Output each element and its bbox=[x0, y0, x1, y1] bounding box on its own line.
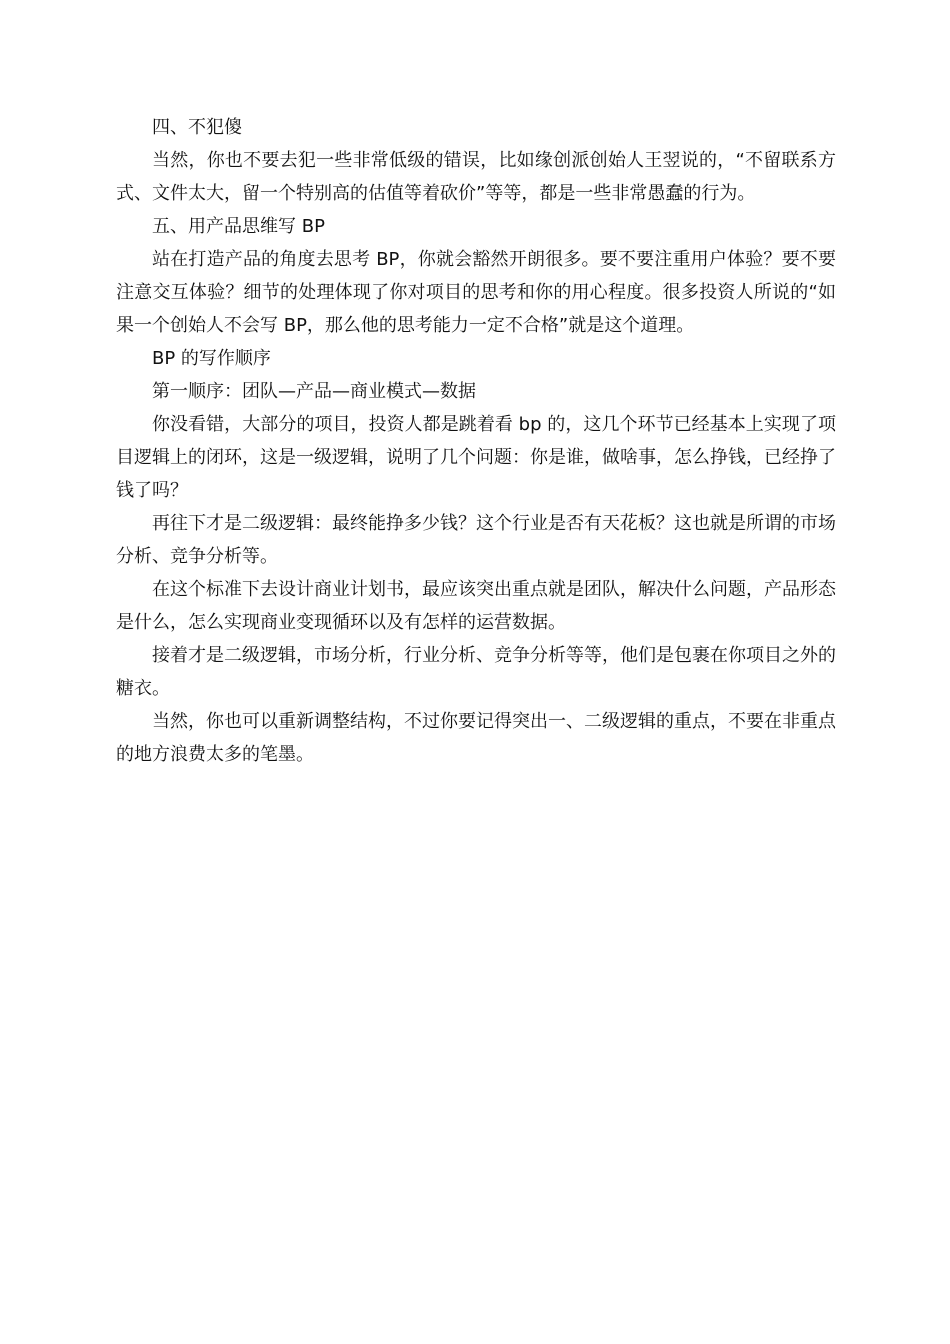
document-body bbox=[116, 111, 836, 771]
paragraph: 第一顺序：团队—产品—商业模式—数据 bbox=[152, 381, 476, 402]
paragraph: 接着才是二级逻辑，市场分析，行业分析、竞争分析等等，他们是包裹在你项目之外的糖衣。 bbox=[116, 645, 836, 699]
paragraph: 当然，你也可以重新调整结构，不过你要记得突出一、二级逻辑的重点，不要在非重点的地方浪费太多的笔墨。 bbox=[116, 711, 836, 765]
paragraph: 在这个标准下去设计商业计划书，最应该突出重点就是团队，解决什么问题，产品形态是什么，怎么实现商业变现循环以及有怎样的运营数据。 bbox=[116, 579, 836, 633]
paragraph: 再往下才是二级逻辑：最终能挣多少钱？这个行业是否有天花板？这也就是所谓的市场分析、竞争分析等。 bbox=[116, 513, 836, 567]
paragraph: 当然，你也不要去犯一些非常低级的错误，比如缘创派创始人王翌说的，“不留联系方式、文件太大，留一个特别高的估值等着砍价”等等，都是一些非常愚蠢的行为。 bbox=[116, 150, 836, 204]
section-heading-4: 四、不犯傻 bbox=[152, 117, 242, 138]
section-heading-5: 五、用产品思维写 BP bbox=[152, 216, 325, 237]
paragraph: 你没看错，大部分的项目，投资人都是跳着看 bp 的，这几个环节已经基本上实现了项目逻辑上的闭环，这是一级逻辑，说明了几个问题：你是谁，做啥事，怎么挣钱，已经挣了钱了吗？ bbox=[116, 414, 836, 501]
paragraph: 站在打造产品的角度去思考 BP，你就会豁然开朗很多。要不要注重用户体验？要不要注意交互体验？细节的处理体现了你对项目的思考和你的用心程度。很多投资人所说的“如果一个创始人不会写 BP，那么他的思考能力一定不合格”就是这个道理。 bbox=[116, 249, 836, 336]
section-heading-writing-order: BP 的写作顺序 bbox=[152, 348, 271, 369]
